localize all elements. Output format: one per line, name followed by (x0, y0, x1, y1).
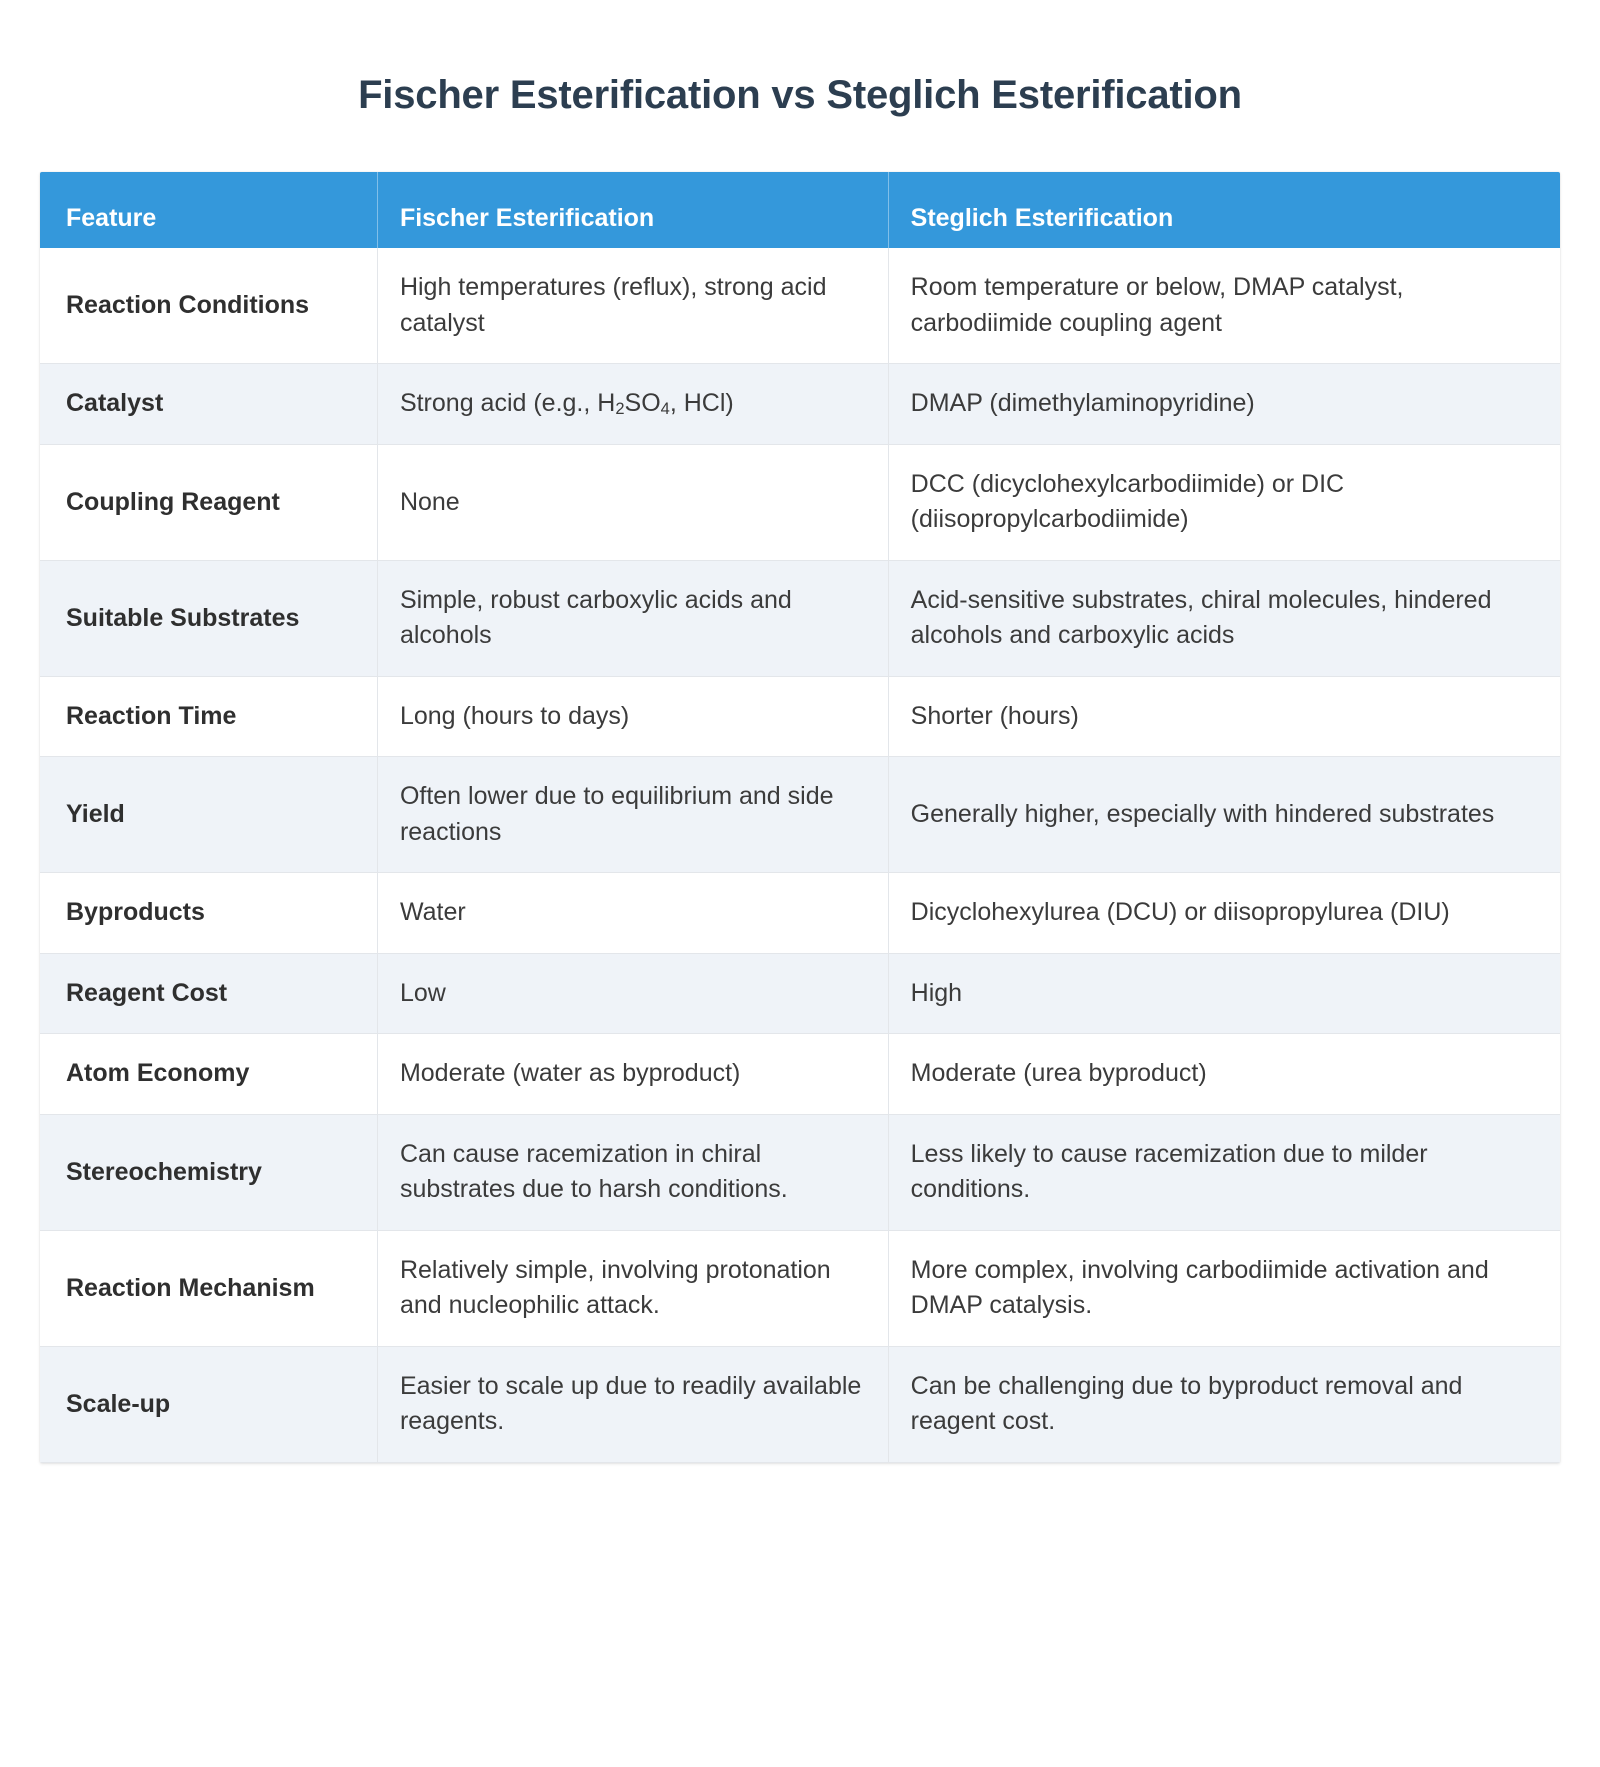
cell-fischer: Strong acid (e.g., $H_2SO_4$, HCl) (377, 364, 888, 445)
row-feature-label: Byproducts (40, 873, 377, 954)
row-feature-label: Coupling Reagent (40, 444, 377, 560)
cell-steglich: Acid-sensitive substrates, chiral molecules, hindered alcohols and carboxylic acids (888, 560, 1560, 676)
column-header-feature: Feature (40, 172, 377, 249)
table-row (40, 676, 1560, 757)
page-title: Fischer Esterification vs Steglich Esterification (358, 72, 1242, 117)
row-feature-label: Suitable Substrates (40, 560, 377, 676)
cell-fischer: Can cause racemization in chiral substrates due to harsh conditions. (377, 1114, 888, 1230)
cell-fischer: Often lower due to equilibrium and side reactions (377, 757, 888, 873)
cell-fischer: Long (hours to days) (377, 676, 888, 757)
header-row (40, 172, 1560, 249)
table-row (40, 1346, 1560, 1462)
table-row (40, 1230, 1560, 1346)
row-feature-label: Reaction Conditions (40, 248, 377, 364)
table-row (40, 1114, 1560, 1230)
table-row (40, 444, 1560, 560)
cell-fischer: None (377, 444, 888, 560)
row-feature-label: Scale-up (40, 1346, 377, 1462)
table-header (40, 172, 1560, 249)
row-feature-label: Atom Economy (40, 1034, 377, 1115)
cell-fischer: Low (377, 953, 888, 1034)
cell-fischer: Easier to scale up due to readily available reagents. (377, 1346, 888, 1462)
table-body (40, 248, 1560, 1462)
table-row (40, 364, 1560, 445)
cell-steglich: Room temperature or below, DMAP catalyst, carbodiimide coupling agent (888, 248, 1560, 364)
row-feature-label: Reaction Time (40, 676, 377, 757)
column-header-steglich: Steglich Esterification (888, 172, 1560, 249)
row-feature-label: Reagent Cost (40, 953, 377, 1034)
cell-steglich: Dicyclohexylurea (DCU) or diisopropylurea (DIU) (888, 873, 1560, 954)
cell-steglich: More complex, involving carbodiimide activation and DMAP catalysis. (888, 1230, 1560, 1346)
table-row (40, 953, 1560, 1034)
cell-fischer: Water (377, 873, 888, 954)
table-row (40, 1034, 1560, 1115)
cell-fischer: Relatively simple, involving protonation and nucleophilic attack. (377, 1230, 888, 1346)
comparison-table-container (40, 172, 1560, 1463)
row-feature-label: Catalyst (40, 364, 377, 445)
cell-steglich: Shorter (hours) (888, 676, 1560, 757)
cell-steglich: Generally higher, especially with hindered substrates (888, 757, 1560, 873)
comparison-table (40, 172, 1560, 1463)
cell-steglich: High (888, 953, 1560, 1034)
page-root (0, 27, 1600, 1767)
cell-steglich: Moderate (urea byproduct) (888, 1034, 1560, 1115)
row-feature-label: Yield (40, 757, 377, 873)
column-header-fischer: Fischer Esterification (377, 172, 888, 249)
row-feature-label: Reaction Mechanism (40, 1230, 377, 1346)
cell-steglich: Less likely to cause racemization due to milder conditions. (888, 1114, 1560, 1230)
cell-fischer: High temperatures (reflux), strong acid catalyst (377, 248, 888, 364)
table-row (40, 757, 1560, 873)
cell-steglich: Can be challenging due to byproduct removal and reagent cost. (888, 1346, 1560, 1462)
cell-steglich: DMAP (dimethylaminopyridine) (888, 364, 1560, 445)
table-row (40, 560, 1560, 676)
table-row (40, 873, 1560, 954)
row-feature-label: Stereochemistry (40, 1114, 377, 1230)
cell-fischer: Moderate (water as byproduct) (377, 1034, 888, 1115)
table-row (40, 248, 1560, 364)
cell-fischer: Simple, robust carboxylic acids and alcohols (377, 560, 888, 676)
cell-steglich: DCC (dicyclohexylcarbodiimide) or DIC (diisopropylcarbodiimide) (888, 444, 1560, 560)
